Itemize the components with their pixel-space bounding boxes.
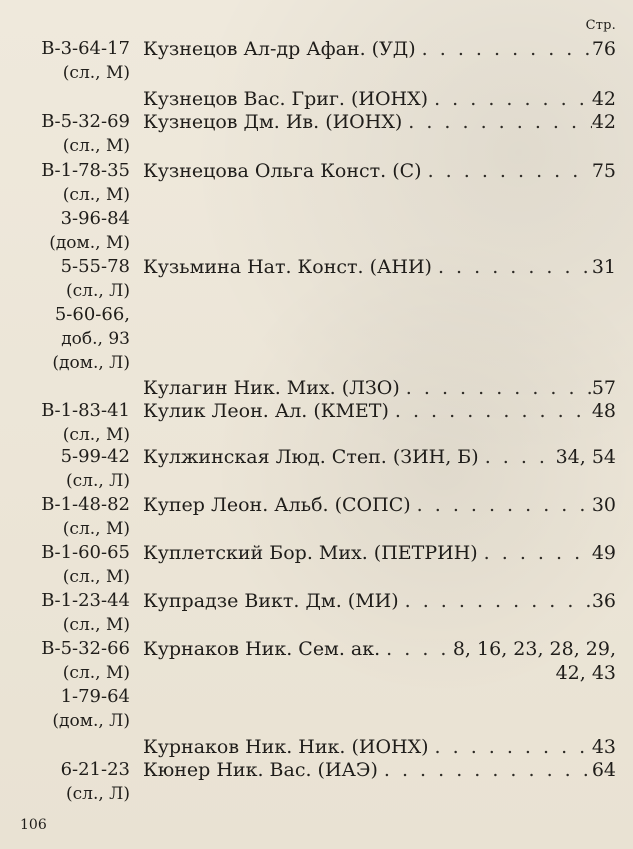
phone-note: (сл., Л) — [66, 281, 130, 301]
entry-line — [143, 376, 616, 400]
page-numbers-continuation: 42, 43 — [555, 662, 616, 684]
person-name: Кузнецов Ал-др Афан. (УД) — [143, 38, 416, 60]
entry-main — [143, 541, 616, 565]
phone-note: (сл., М) — [62, 425, 130, 445]
page-numbers: 49 — [591, 542, 616, 564]
entry-main — [143, 493, 616, 517]
entry-main — [143, 758, 616, 782]
entry-line — [143, 255, 616, 279]
phone-line: 5-55-78 — [60, 256, 130, 277]
entry-line — [143, 110, 616, 134]
phone-line: 1-79-64 — [60, 686, 130, 707]
page-numbers: 31 — [591, 256, 616, 278]
entry-line — [143, 493, 616, 517]
phone-line: В-1-23-44 — [41, 590, 130, 611]
leader-dots — [411, 493, 592, 517]
person-name: Кулжинская Люд. Степ. (ЗИН, Б) — [143, 446, 479, 468]
directory-entry — [0, 758, 633, 842]
leader-dots — [479, 445, 556, 469]
phone-column — [18, 445, 130, 493]
leader-dots — [428, 87, 592, 111]
phone-note: (сл., М) — [62, 136, 130, 156]
entry-main — [143, 589, 616, 613]
page-numbers: 42 — [591, 111, 616, 133]
phone-line: 5-99-42 — [60, 446, 130, 467]
phone-column — [18, 758, 130, 806]
page-numbers: 8, 16, 23, 28, 29, — [452, 638, 616, 660]
leader-dots — [380, 637, 453, 661]
entry-line — [143, 445, 616, 469]
phone-note: (сл., М) — [62, 185, 130, 205]
phone-column — [18, 37, 130, 85]
entry-main — [143, 399, 616, 423]
phone-note: (сл., М) — [62, 663, 130, 683]
person-name: Кузнецов Дм. Ив. (ИОНХ) — [143, 111, 403, 133]
directory-entry — [0, 255, 633, 373]
phone-note: (дом., Л) — [52, 711, 130, 731]
leader-dots — [399, 589, 592, 613]
phone-note: (сл., М) — [62, 519, 130, 539]
phone-line: 5-60-66, — [54, 304, 130, 325]
entry-main — [143, 159, 616, 183]
person-name: Кулагин Ник. Мих. (ЛЗО) — [143, 377, 400, 399]
entry-main — [143, 255, 616, 279]
entry-line — [143, 159, 616, 183]
phone-column — [18, 541, 130, 589]
entry-main — [143, 445, 616, 469]
entry-main — [143, 376, 616, 400]
phone-note: (сл., М) — [62, 567, 130, 587]
phone-line: В-1-83-41 — [41, 400, 130, 421]
person-name: Кюнер Ник. Вас. (ИАЭ) — [143, 759, 378, 781]
entry-line — [143, 637, 616, 661]
entry-main — [143, 87, 616, 111]
entry-line — [143, 589, 616, 613]
page-numbers: 36 — [591, 590, 616, 612]
leader-dots — [429, 735, 592, 759]
page-numbers: 75 — [591, 160, 616, 182]
entry-main — [143, 637, 616, 685]
leader-dots — [478, 541, 592, 565]
page-number: 106 — [20, 817, 47, 833]
phone-column — [18, 637, 130, 733]
leader-dots — [432, 255, 592, 279]
phone-line: В-1-48-82 — [41, 494, 130, 515]
entry-main — [143, 110, 616, 134]
phone-column — [18, 399, 130, 447]
person-name: Купер Леон. Альб. (СОПС) — [143, 494, 411, 516]
page-numbers: 64 — [591, 759, 616, 781]
leader-dots — [402, 110, 592, 134]
phone-note: (сл., Л) — [66, 784, 130, 804]
phone-line: В-3-64-17 — [41, 38, 130, 59]
phone-line: В-5-32-69 — [41, 111, 130, 132]
entry-line — [143, 541, 616, 565]
phone-note: (дом., Л) — [52, 353, 130, 373]
phone-note: (дом., М) — [49, 233, 130, 253]
page-numbers: 48 — [591, 400, 616, 422]
entry-line — [143, 37, 616, 61]
page-numbers: 42 — [591, 88, 616, 110]
page-numbers: 43 — [591, 736, 616, 758]
entry-line — [143, 735, 616, 759]
page-numbers: 30 — [591, 494, 616, 516]
person-name: Кузьмина Нат. Конст. (АНИ) — [143, 256, 432, 278]
phone-note: (сл., М) — [62, 615, 130, 635]
entry-line — [143, 758, 616, 782]
person-name: Кулик Леон. Ал. (КМЕТ) — [143, 400, 389, 422]
phone-line: 6-21-23 — [60, 759, 130, 780]
page-column-header: Стр. — [585, 18, 616, 33]
phone-note: (сл., М) — [62, 63, 130, 83]
entry-line — [143, 399, 616, 423]
phone-note: (сл., Л) — [66, 471, 130, 491]
entry-main — [143, 37, 616, 61]
phone-column — [18, 110, 130, 158]
phone-column — [18, 493, 130, 541]
person-name: Курнаков Ник. Сем. ак. — [143, 638, 381, 660]
person-name: Куплетский Бор. Мих. (ПЕТРИН) — [143, 542, 478, 564]
person-name: Кузнецова Ольга Конст. (С) — [143, 160, 422, 182]
phone-column — [18, 255, 130, 375]
leader-dots — [400, 376, 592, 400]
person-name: Курнаков Ник. Ник. (ИОНХ) — [143, 736, 429, 758]
phone-line: В-5-32-66 — [41, 638, 130, 659]
phone-line: В-1-78-35 — [41, 160, 130, 181]
phone-column — [18, 159, 130, 255]
directory-entry — [0, 159, 633, 253]
phone-line: В-1-60-65 — [41, 542, 130, 563]
person-name: Кузнецов Вас. Григ. (ИОНХ) — [143, 88, 429, 110]
leader-dots — [416, 37, 592, 61]
phone-column — [18, 589, 130, 637]
page-numbers: 57 — [591, 377, 616, 399]
leader-dots — [389, 399, 592, 423]
page-numbers: 76 — [591, 38, 616, 60]
entry-main — [143, 735, 616, 759]
person-name: Купрадзе Викт. Дм. (МИ) — [143, 590, 399, 612]
entry-line — [143, 87, 616, 111]
leader-dots — [422, 159, 592, 183]
phone-line: 3-96-84 — [60, 208, 130, 229]
directory-entry — [0, 637, 633, 731]
leader-dots — [378, 758, 592, 782]
page-numbers: 34, 54 — [555, 446, 616, 468]
phone-note: доб., 93 — [61, 329, 130, 349]
